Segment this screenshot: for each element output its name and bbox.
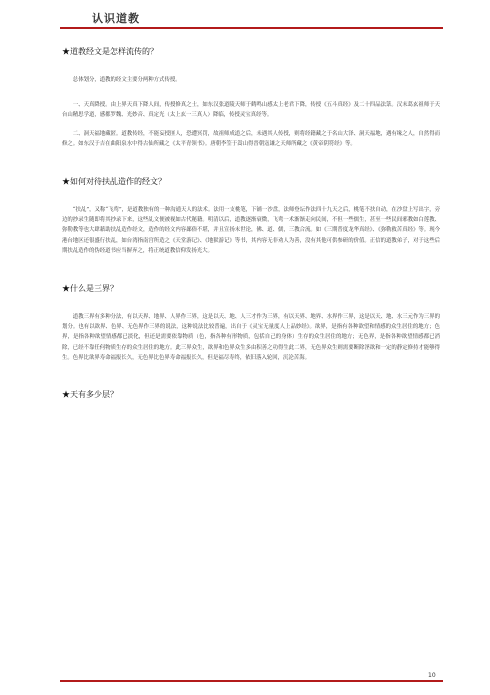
paragraph: 总体划分，道教的经文主要分两种方式传授。 <box>72 77 181 83</box>
section-heading: ★天有多少层？ <box>62 390 118 400</box>
paragraph: 道教三界有多种分法，有以天界、地界、人界作三界，这是以天、地、人三才作为三界，有以天界、地界、水界作三界，这是以天、地、水三元作为三界的划分。也有以欲界、色界、无色界作三界的说法，这种说法比较普遍，出自于《灵宝无量度人上品妙经》。欲界，是指有各种欲望和情感的众生居住的地方；色界，是指各种欲望情感都已淡化，但还是需要依靠物质（色，指各种有形物质，包括自己的身体）生存的众生居住的地方；无色界，是指各种欲望情感都已消除，已经不靠任何物质生存的众生居住的地方。此三界众生，欲界和色界众生多由积善之功得生此二界，无色界众生则需要断除淫欲和一定的静定修持才能够得生。色界比欲界寿命福报长久，无色界比色界寿命福报长久，但是福尽寿终，依旧落入轮回，沉沦苦海。 <box>62 314 440 361</box>
footer-rule <box>60 680 443 682</box>
paragraph: 二、洞天福地藏匿。道教传经，不能妄授匪人，恐遭冥罚，故祖师成道之后，未遇其人传授，则将经籍藏之于名山大泽、洞天福地，遇有缘之人，自然得而修之。如东汉于吉在曲阳泉水中得古仙所藏之《太平青领书》。唐朝李筌于嵩山得晋朝寇谦之天师所藏之《黄帝阴符经》等。 <box>62 130 440 147</box>
header-title: 认识道教 <box>92 12 140 25</box>
page-number: 10 <box>428 672 436 679</box>
section-heading: ★什么是三界？ <box>62 284 118 294</box>
section-heading: ★如何对待扶乩造作的经文？ <box>62 177 166 187</box>
section-heading: ★道教经文是怎样流传的？ <box>62 47 158 56</box>
paragraph: “扶乩”，又称“飞鸾”，是道教独有的一种沟通天人的法术。法用一支桃笔，下铺一沙盘，法师登坛作法四十九天之后，桃笔不扶自动，在沙盘上写出字，旁边的抄录生随即将其抄录下来，这些乩文便被视如古代秘籍。明清以后，道教逐渐衰微，飞鸾一术渐渐走向民间，不但一些儒生，甚至一些民间邪教如白莲教、弥勒教等也大肆藉助扶乩造作经文，造作的经文内容鄙俗不堪，并且宣扬末世论，佛、道、儒，三教合流。如《三期普度龙华真经》、《弥勒救苦真经》等。现今港台地区还很盛行扶乩，如台湾指南宫所造之《天堂游记》、《地狱游记》等书，其内容无非劝人为善，没有其他可供参研的价值。正信的道教弟子，对于这些后期扶乩造作的伪经道书应当摒弃之，将正统道教信仰发扬光大。 <box>62 207 440 254</box>
header-rule <box>60 27 443 29</box>
content <box>62 46 440 401</box>
paragraph: 一、天真降授。由上界天真下降人间，传授修真之士，如东汉张道陵天师于鹤鸣山感太上老君下降，传授《五斗真经》及二十四品法箓。汉末葛玄祖师于天台山精思学道，感都罗魏、光妙音、真定光（太上玄一三真人）降临，传授灵宝真经等。 <box>62 102 440 119</box>
